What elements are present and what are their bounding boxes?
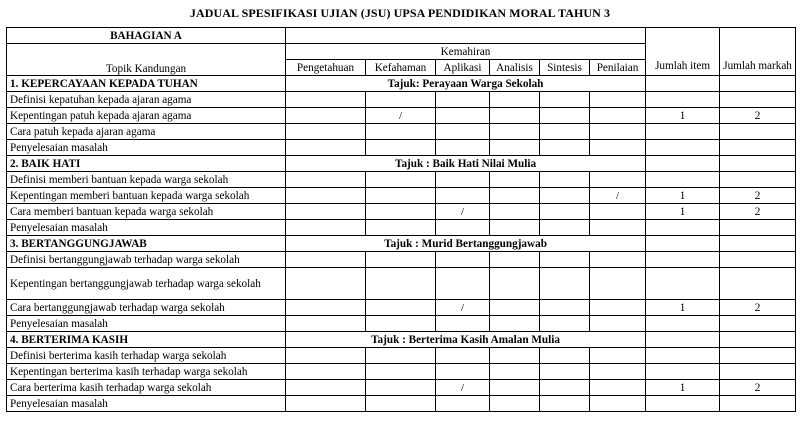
skill-mark-cell: [366, 92, 436, 108]
specification-table: [6, 27, 796, 412]
skill-mark-cell: [286, 396, 366, 412]
skill-mark-cell: [490, 188, 540, 204]
tajuk-title: Berterima Kasih Amalan Mulia: [408, 333, 560, 346]
item-count-cell: [646, 348, 720, 364]
skill-mark-cell: [286, 300, 366, 316]
skill-mark-cell: [590, 268, 646, 300]
skill-mark-cell: [436, 268, 490, 300]
section-tajuk: [286, 156, 646, 172]
skill-mark-cell: [590, 140, 646, 156]
topic-cell: Cara bertanggungjawab terhadap warga sekolah: [7, 300, 286, 316]
item-count-cell: [646, 140, 720, 156]
skill-mark-cell: [540, 172, 590, 188]
section-name: 1. KEPERCAYAAN KEPADA TUHAN: [7, 76, 286, 92]
item-count-cell: [646, 124, 720, 140]
skill-mark-cell: [490, 124, 540, 140]
topic-cell: Kepentingan bertanggungjawab terhadap warga sekolah: [7, 268, 286, 300]
tajuk-label: Tajuk:: [387, 77, 420, 90]
skill-mark-cell: [436, 172, 490, 188]
skill-mark-cell: [490, 316, 540, 332]
skill-mark-cell: [286, 172, 366, 188]
skill-mark-cell: /: [436, 300, 490, 316]
marks-total-cell: [720, 348, 796, 364]
skill-mark-cell: [590, 204, 646, 220]
item-count-cell: 1: [646, 204, 720, 220]
table-row: [7, 364, 796, 380]
section-tajuk: [286, 236, 646, 252]
marks-total-cell: [720, 268, 796, 300]
skill-mark-cell: [366, 380, 436, 396]
marks-total-cell: 2: [720, 204, 796, 220]
topic-header: Topik Kandungan: [7, 44, 286, 76]
skill-mark-cell: [366, 252, 436, 268]
table-row: [7, 380, 796, 396]
skill-mark-cell: [436, 252, 490, 268]
topic-cell: Cara patuh kepada ajaran agama: [7, 124, 286, 140]
skill-mark-cell: [286, 380, 366, 396]
skill-mark-cell: [540, 380, 590, 396]
skill-mark-cell: [540, 396, 590, 412]
skill-mark-cell: [540, 316, 590, 332]
skills-header: Kemahiran: [286, 44, 646, 60]
section-label: BAHAGIAN A: [7, 28, 286, 44]
marks-total-cell: 2: [720, 380, 796, 396]
section-header-row: [7, 332, 796, 348]
section-name: 4. BERTERIMA KASIH: [7, 332, 286, 348]
table-row: [7, 252, 796, 268]
skill-mark-cell: [540, 348, 590, 364]
skill-mark-cell: [286, 316, 366, 332]
section-name: 2. BAIK HATI: [7, 156, 286, 172]
skill-mark-cell: [366, 172, 436, 188]
skill-header-sintesis: Sintesis: [540, 60, 590, 76]
item-count-cell: [646, 252, 720, 268]
marks-header-cell: Jumlah markah: [720, 28, 796, 76]
tajuk-title: Perayaan Warga Sekolah: [422, 77, 544, 90]
table-row: [7, 348, 796, 364]
skill-mark-cell: [490, 204, 540, 220]
marks-total-cell: 2: [720, 300, 796, 316]
marks-total-cell: [720, 252, 796, 268]
marks-total-cell: [720, 92, 796, 108]
topic-cell: Definisi bertanggungjawab terhadap warga sekolah: [7, 252, 286, 268]
skill-mark-cell: [490, 268, 540, 300]
table-row: [7, 204, 796, 220]
skill-mark-cell: [286, 220, 366, 236]
tajuk-label: Tajuk :: [384, 237, 419, 250]
skill-mark-cell: [590, 300, 646, 316]
section-item-count: [646, 332, 720, 348]
tajuk-label: Tajuk :: [371, 333, 406, 346]
topic-cell: Penyelesaian masalah: [7, 316, 286, 332]
skill-header-analisis: Analisis: [490, 60, 540, 76]
skill-mark-cell: [490, 220, 540, 236]
skill-mark-cell: [490, 140, 540, 156]
item-count-cell: [646, 92, 720, 108]
section-item-count: [646, 156, 720, 172]
skill-mark-cell: [590, 124, 646, 140]
skill-mark-cell: [366, 396, 436, 412]
skill-mark-cell: [540, 268, 590, 300]
topic-cell: Kepentingan patuh kepada ajaran agama: [7, 108, 286, 124]
skill-mark-cell: [286, 252, 366, 268]
marks-total-cell: 2: [720, 108, 796, 124]
skill-mark-cell: [436, 108, 490, 124]
marks-total-cell: [720, 396, 796, 412]
skill-mark-cell: /: [436, 204, 490, 220]
skill-mark-cell: [366, 220, 436, 236]
skill-mark-cell: [490, 380, 540, 396]
item-count-cell: 1: [646, 108, 720, 124]
item-count-cell: 1: [646, 380, 720, 396]
skill-mark-cell: [436, 396, 490, 412]
item-count-cell: [646, 220, 720, 236]
section-name: 3. BERTANGGUNGJAWAB: [7, 236, 286, 252]
table-row: [7, 92, 796, 108]
skill-mark-cell: [490, 108, 540, 124]
item-count-cell: 1: [646, 188, 720, 204]
skill-mark-cell: [490, 172, 540, 188]
skill-header-penilaian: Penilaian: [590, 60, 646, 76]
topic-cell: Penyelesaian masalah: [7, 140, 286, 156]
skill-mark-cell: [590, 380, 646, 396]
skill-mark-cell: /: [366, 108, 436, 124]
skill-header-aplikasi: Aplikasi: [436, 60, 490, 76]
skill-mark-cell: [590, 396, 646, 412]
skill-mark-cell: [540, 140, 590, 156]
skill-mark-cell: [590, 364, 646, 380]
topic-cell: Penyelesaian masalah: [7, 220, 286, 236]
skill-mark-cell: [366, 316, 436, 332]
section-marks: [720, 156, 796, 172]
table-row: [7, 220, 796, 236]
skill-mark-cell: [490, 92, 540, 108]
skill-mark-cell: [366, 348, 436, 364]
skill-header-kefahaman: Kefahaman: [366, 60, 436, 76]
table-row: [7, 140, 796, 156]
section-marks: [720, 236, 796, 252]
skill-mark-cell: [490, 300, 540, 316]
topic-cell: Kepentingan berterima kasih terhadap warga sekolah: [7, 364, 286, 380]
skill-mark-cell: [366, 268, 436, 300]
table-row: [7, 172, 796, 188]
section-header-row: [7, 156, 796, 172]
item-count-header-cell: Jumlah item: [646, 28, 720, 76]
table-row: [7, 268, 796, 300]
skill-mark-cell: [540, 92, 590, 108]
marks-total-cell: [720, 220, 796, 236]
marks-total-cell: [720, 124, 796, 140]
document-title: JADUAL SPESIFIKASI UJIAN (JSU) UPSA PENDIDIKAN MORAL TAHUN 3: [189, 6, 611, 20]
skill-mark-cell: [590, 220, 646, 236]
marks-total-cell: [720, 316, 796, 332]
skill-mark-cell: [436, 188, 490, 204]
skill-mark-cell: [540, 108, 590, 124]
marks-total-cell: [720, 172, 796, 188]
skill-mark-cell: [366, 124, 436, 140]
table-row: [7, 124, 796, 140]
marks-total-cell: [720, 140, 796, 156]
section-header-row: [7, 76, 796, 92]
item-count-cell: [646, 316, 720, 332]
section-marks: [720, 76, 796, 92]
topic-cell: Definisi berterima kasih terhadap warga sekolah: [7, 348, 286, 364]
topic-cell: Definisi kepatuhan kepada ajaran agama: [7, 92, 286, 108]
section-item-count: [646, 236, 720, 252]
marks-total-cell: 2: [720, 188, 796, 204]
skill-mark-cell: [540, 300, 590, 316]
skill-mark-cell: /: [436, 380, 490, 396]
blank-header-cell: [286, 28, 646, 44]
table-row: [7, 108, 796, 124]
header-row-top: [7, 28, 796, 44]
table-row: [7, 396, 796, 412]
skill-mark-cell: [286, 108, 366, 124]
section-item-count: [646, 76, 720, 92]
skill-mark-cell: [286, 364, 366, 380]
skill-mark-cell: [366, 300, 436, 316]
skill-mark-cell: [590, 316, 646, 332]
skill-mark-cell: [590, 252, 646, 268]
tajuk-title: Murid Bertanggungjawab: [421, 237, 547, 250]
skill-mark-cell: [436, 124, 490, 140]
section-marks: [720, 332, 796, 348]
item-count-cell: [646, 172, 720, 188]
skill-mark-cell: [540, 188, 590, 204]
section-tajuk: [286, 332, 646, 348]
skill-mark-cell: [540, 204, 590, 220]
item-count-cell: [646, 364, 720, 380]
skill-mark-cell: [286, 204, 366, 220]
skill-mark-cell: [436, 140, 490, 156]
tajuk-title: Baik Hati Nilai Mulia: [432, 157, 537, 170]
skill-mark-cell: [490, 364, 540, 380]
topic-cell: Cara memberi bantuan kepada warga sekolah: [7, 204, 286, 220]
skill-mark-cell: [286, 268, 366, 300]
skill-mark-cell: [490, 396, 540, 412]
skill-mark-cell: [286, 140, 366, 156]
topic-cell: Cara berterima kasih terhadap warga sekolah: [7, 380, 286, 396]
table-row: [7, 300, 796, 316]
table-row: [7, 188, 796, 204]
skill-mark-cell: [490, 348, 540, 364]
skill-header-pengetahuan: Pengetahuan: [286, 60, 366, 76]
skill-mark-cell: [286, 92, 366, 108]
topic-cell: Kepentingan memberi bantuan kepada warga sekolah: [7, 188, 286, 204]
skill-mark-cell: [590, 108, 646, 124]
tajuk-label: Tajuk :: [395, 157, 430, 170]
topic-cell: Penyelesaian masalah: [7, 396, 286, 412]
marks-total-cell: [720, 364, 796, 380]
section-tajuk: [286, 76, 646, 92]
table-row: [7, 316, 796, 332]
skill-mark-cell: [590, 172, 646, 188]
skill-mark-cell: [436, 364, 490, 380]
skill-mark-cell: [436, 220, 490, 236]
skill-mark-cell: [436, 92, 490, 108]
skill-mark-cell: [286, 124, 366, 140]
topic-cell: Definisi memberi bantuan kepada warga sekolah: [7, 172, 286, 188]
skill-mark-cell: /: [590, 188, 646, 204]
item-count-cell: [646, 396, 720, 412]
skill-mark-cell: [490, 252, 540, 268]
skill-mark-cell: [540, 252, 590, 268]
skill-mark-cell: [590, 348, 646, 364]
skill-mark-cell: [366, 364, 436, 380]
skill-mark-cell: [366, 140, 436, 156]
skill-mark-cell: [590, 92, 646, 108]
skill-mark-cell: [366, 188, 436, 204]
item-count-cell: [646, 268, 720, 300]
skill-mark-cell: [286, 348, 366, 364]
skill-mark-cell: [540, 124, 590, 140]
skill-mark-cell: [286, 188, 366, 204]
skill-mark-cell: [366, 204, 436, 220]
skill-mark-cell: [436, 316, 490, 332]
item-count-cell: 1: [646, 300, 720, 316]
section-header-row: [7, 236, 796, 252]
skill-mark-cell: [540, 364, 590, 380]
skill-mark-cell: [436, 348, 490, 364]
skill-mark-cell: [540, 220, 590, 236]
